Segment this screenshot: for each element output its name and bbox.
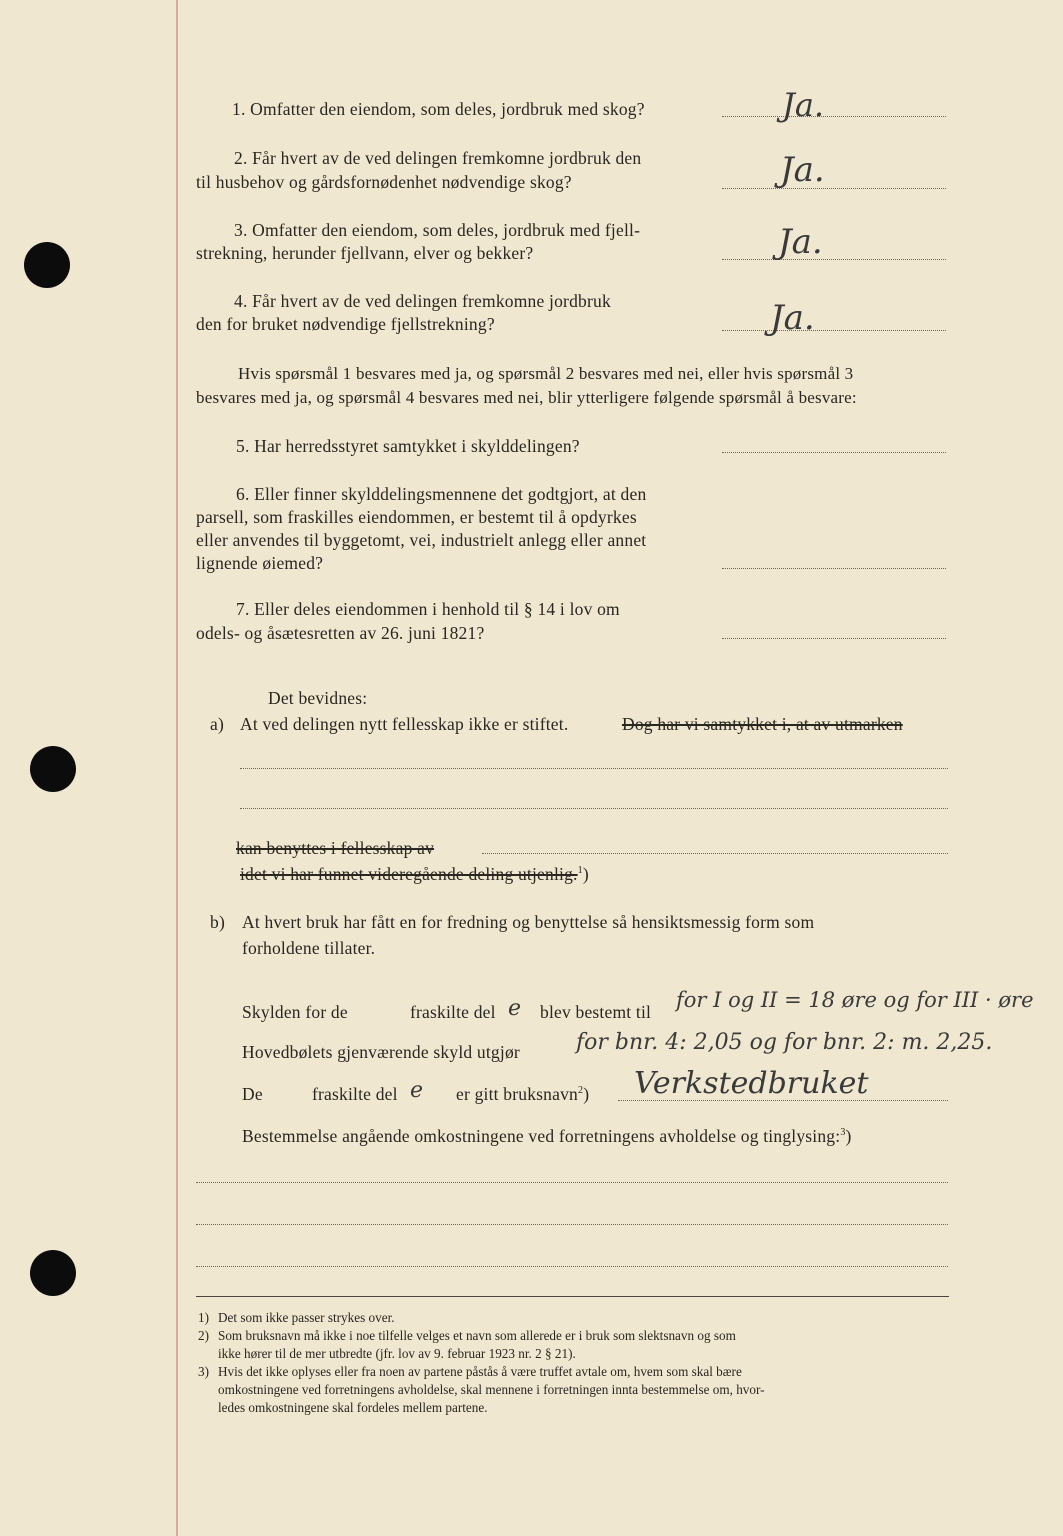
punch-hole bbox=[30, 1250, 76, 1296]
footnote-2-mark: 2) bbox=[198, 1328, 209, 1343]
skyld-label: Skylden for de bbox=[242, 1002, 348, 1022]
question-5: 5. Har herredsstyret samtykket i skylddelingen? bbox=[236, 436, 580, 456]
question-2-line-1: 2. Får hvert av de ved delingen fremkomne jordbruk den bbox=[234, 148, 642, 168]
item-b-line-1: At hvert bruk har fått en for fredning og benyttelse så hensiktsmessig form som bbox=[242, 912, 815, 932]
condition-line-2: besvares med ja, og spørsmål 4 besvares med nei, blir ytterligere følgende spørsmål å besvare: bbox=[196, 388, 857, 407]
question-4-line-1: 4. Får hvert av de ved delingen fremkomne jordbruk bbox=[234, 291, 611, 311]
footnote-ref: 1 bbox=[577, 865, 583, 877]
answer-line-2 bbox=[722, 188, 946, 189]
margin-line bbox=[176, 0, 178, 1536]
question-6-line-2: parsell, som fraskilles eiendommen, er bestemt til å opdyrkes bbox=[196, 507, 637, 527]
question-3-line-2: strekning, herunder fjellvann, elver og bekker? bbox=[196, 243, 534, 263]
question-7-line-2: odels- og åsætesretten av 26. juni 1821? bbox=[196, 623, 485, 643]
bruksnavn-label: De bbox=[242, 1084, 263, 1104]
footnote-ref: 3 bbox=[840, 1127, 846, 1139]
document-page: 1. Omfatter den eiendom, som deles, jordbruk med skog? Ja. 2. Får hvert av de ved delingen fremkomne jordbruk den til husbehov og gårdsfornødenhet nødvendige skog? Ja. 3. Omfatter den eiendom, som deles, jordbruk med fjell- strekning, herunder fjellvann, elver og bekker? Ja. 4. Får hvert av de ved delingen fremkomne jordbruk den for bruket nødvendige fjellstrekning? Ja. Hvis spørsmål 1 besvares med ja, og spørsmål 2 besvares med nei, eller hvis spørsmål 3 besvares med ja, og spørsmål 4 besvares med nei, blir ytterligere følgende spørsmål å besvare: 5. Har herredsstyret samtykket i skylddelingen? 6. Eller finner skylddelingsmennene det godtgjort, at den parsell, som fraskilles eiendommen, er bestemt til å opdyrkes eller anvendes til byggetomt, vei, industrielt anlegg eller annet lignende øiemed? 7. Eller deles eiendommen i henhold til § 14 i lov om odels- og åsætesretten av 26. juni 1821? Det bevidnes: a) At ved delingen nytt fellesskap ikke er stiftet. Dog har vi samtykket i, at av utmarken kan benyttes i fellesskap av idet vi har funnet videregående deling utjenlig.$^1$) b) At hvert bruk har fått en for fredning og benyttelse så hensiktsmessig form som forholdene tillater. Skylden for de fraskilte del e blev bestemt til for I og II = 18 øre og for III · øre Hovedbølets gjenværende skyld utgjør for bnr. 4: 2,05 og for bnr. 2: m. 2,25. De fraskilte del e er gitt bruksnavn$^2$) Verkstedbruket Bestemmelse angående omkostningene ved forretningens avholdelse og tinglysing:$^3$) 1) Det som ikke passer strykes over. 2) Som bruksnavn må ikke i noe tilfelle velges et navn som allerede er i bruk som slektsnavn og som ikke hører til de mer utbredte (jfr. lov av 9. februar 1923 nr. 2 § 21). 3) Hvis det ikke oplyses eller fra noen av partene påstås å være truffet avtale om, hvem som skal bære omkostningene ved forretningens avholdelse, skal mennene i forretningen innta bestemmelse om, hvor- ledes omkostningene skal fordeles mellem partene. bbox=[0, 0, 1063, 1536]
answer-4: Ja. bbox=[770, 298, 815, 338]
condition-line-1: Hvis spørsmål 1 besvares med ja, og spørsmål 2 besvares med nei, eller hvis spørsmål 3 bbox=[238, 364, 854, 383]
item-a-struck-text-2: kan benyttes i fellesskap av bbox=[236, 838, 435, 858]
footnote-1: Det som ikke passer strykes over. bbox=[218, 1310, 395, 1325]
question-6-line-3: eller anvendes til byggetomt, vei, industrielt anlegg eller annet bbox=[196, 530, 647, 550]
question-6-line-4: lignende øiemed? bbox=[196, 553, 324, 573]
bruksnavn-value: Verkstedbruket bbox=[634, 1066, 869, 1101]
blank-line bbox=[196, 1266, 948, 1267]
blank-line bbox=[240, 768, 948, 769]
punch-hole bbox=[30, 746, 76, 792]
hovedbol-label: Hovedbølets gjenværende skyld utgjør bbox=[242, 1042, 520, 1062]
item-a-text: At ved delingen nytt fellesskap ikke er stiftet. bbox=[240, 714, 569, 734]
footnote-2-line-1: Som bruksnavn må ikke i noe tilfelle velges et navn som allerede er i bruk som slektsnavn og som bbox=[218, 1328, 736, 1343]
answer-line-7 bbox=[722, 638, 946, 639]
blank-line bbox=[196, 1224, 948, 1225]
footnote-ref: 2 bbox=[578, 1085, 584, 1097]
handwritten-suffix: e bbox=[508, 996, 522, 1021]
question-2-line-2: til husbehov og gårdsfornødenhet nødvendige skog? bbox=[196, 172, 572, 192]
item-a-struck-text-3: idet vi har funnet videregående deling utjenlig. bbox=[240, 864, 578, 884]
item-a-label: a) bbox=[210, 714, 224, 734]
hovedbol-value: for bnr. 4: 2,05 og for bnr. 2: m. 2,25. bbox=[576, 1030, 993, 1055]
blank-line bbox=[240, 808, 948, 809]
question-7-line-1: 7. Eller deles eiendommen i henhold til § 14 i lov om bbox=[236, 599, 620, 619]
costs-label: Bestemmelse angående omkostningene ved forretningens avholdelse og tinglysing: bbox=[242, 1126, 841, 1146]
footnote-divider bbox=[196, 1296, 949, 1297]
skyld-label-c: blev bestemt til bbox=[540, 1002, 652, 1022]
answer-line-4 bbox=[722, 330, 946, 331]
footnote-3-line-1: Hvis det ikke oplyses eller fra noen av partene påstås å være truffet avtale om, hvem som skal bære bbox=[218, 1364, 742, 1379]
handwritten-suffix: e bbox=[410, 1078, 424, 1103]
blank-line bbox=[196, 1182, 948, 1183]
footnote-3-line-3: ledes omkostningene skal fordeles mellem partene. bbox=[218, 1400, 488, 1415]
item-b-label: b) bbox=[210, 912, 225, 932]
answer-line-6 bbox=[722, 568, 946, 569]
skyld-value: for I og II = 18 øre og for III · øre bbox=[676, 988, 1034, 1012]
answer-line-1 bbox=[722, 116, 946, 117]
punch-hole bbox=[24, 242, 70, 288]
footnote-3-mark: 3) bbox=[198, 1364, 209, 1379]
question-6-line-1: 6. Eller finner skylddelingsmennene det godtgjort, at den bbox=[236, 484, 647, 504]
answer-3: Ja. bbox=[778, 222, 823, 262]
bruksnavn-label-b: fraskilte del bbox=[312, 1084, 398, 1104]
footnote-1-mark: 1) bbox=[198, 1310, 209, 1325]
bruksnavn-label-c: er gitt bruksnavn bbox=[456, 1084, 578, 1104]
skyld-label-b: fraskilte del bbox=[410, 1002, 496, 1022]
answer-line-5 bbox=[722, 452, 946, 453]
item-a-struck-text: Dog har vi samtykket i, at av utmarken bbox=[622, 714, 903, 734]
item-b-line-2: forholdene tillater. bbox=[242, 938, 376, 958]
footnote-3-line-2: omkostningene ved forretningens avholdelse, skal mennene i forretningen innta bestemmelse om, hvor- bbox=[218, 1382, 765, 1397]
certification-heading: Det bevidnes: bbox=[268, 688, 368, 708]
answer-1: Ja. bbox=[782, 86, 825, 124]
question-4-line-2: den for bruket nødvendige fjellstrekning? bbox=[196, 314, 495, 334]
question-1: 1. Omfatter den eiendom, som deles, jordbruk med skog? bbox=[232, 99, 645, 119]
footnote-2-line-2: ikke hører til de mer utbredte (jfr. lov av 9. februar 1923 nr. 2 § 21). bbox=[218, 1346, 576, 1361]
question-3-line-1: 3. Omfatter den eiendom, som deles, jordbruk med fjell- bbox=[234, 220, 641, 240]
blank-line bbox=[482, 853, 948, 854]
answer-2: Ja. bbox=[780, 150, 825, 190]
answer-line-3 bbox=[722, 259, 946, 260]
